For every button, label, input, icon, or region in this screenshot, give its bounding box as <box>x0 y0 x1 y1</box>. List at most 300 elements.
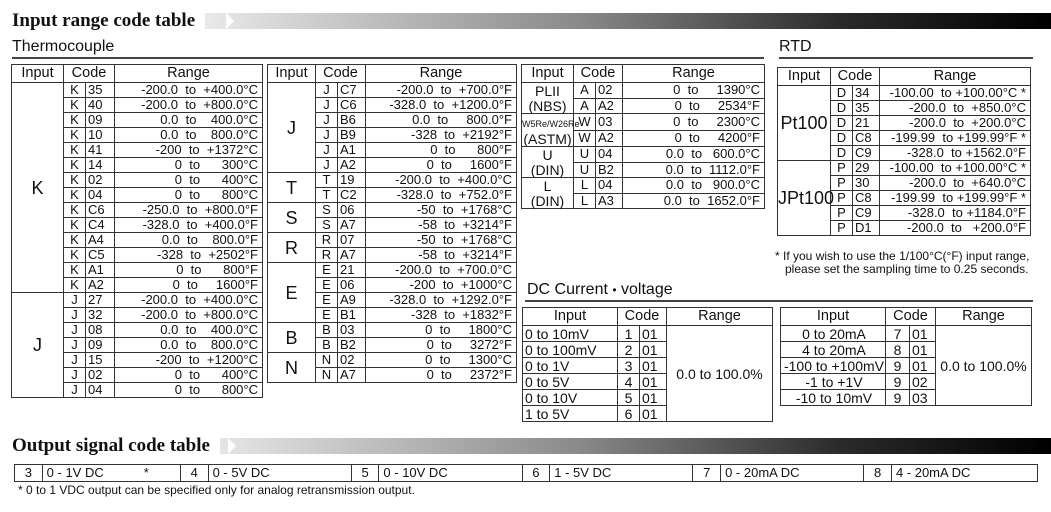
range-cell: 0.0 to 900.0°C <box>623 178 765 194</box>
output-label: 0 - 20mA DC <box>725 465 800 480</box>
code-letter-cell: D <box>831 101 853 116</box>
code-number-cell: 07 <box>338 233 366 248</box>
output-code-cell: 4 <box>181 465 209 481</box>
range-cell: -328.0 to +400.0°F <box>115 218 263 233</box>
code-letter-cell: R <box>316 248 338 263</box>
code-letter-cell: 4 <box>618 374 640 390</box>
code-letter-cell: P <box>831 206 853 221</box>
code-letter-cell: K <box>64 248 86 263</box>
table-row <box>778 161 1031 176</box>
dc-title-sep: • <box>612 283 617 297</box>
code-letter-cell: U <box>574 147 596 163</box>
code-letter-cell: W <box>574 114 596 131</box>
input-type-label: L <box>543 178 552 194</box>
range-cell: 0.0 to 800.0°F <box>366 113 517 128</box>
table-row <box>781 326 1032 342</box>
range-cell: 0.0 to 800.0°F <box>115 233 263 248</box>
range-cell: 0 to 400°C <box>115 368 263 383</box>
input-type-label: B <box>285 327 298 348</box>
range-cell: 0.0 to 800.0°C <box>115 338 263 353</box>
range-cell: 0 to 1390°C <box>623 83 765 99</box>
code-letter-cell: J <box>64 323 86 338</box>
code-number-cell: 02 <box>596 83 623 99</box>
code-number-cell: 01 <box>640 406 667 422</box>
dc-input-cell: 0 to 100mV <box>523 342 618 358</box>
range-cell: 0 to 1800°C <box>366 323 517 338</box>
range-cell: -50 to +1768°C <box>366 233 517 248</box>
code-number-cell: 01 <box>640 342 667 358</box>
code-number-cell: A2 <box>596 98 623 114</box>
range-cell: -199.99 to +199.99°F * <box>880 131 1031 146</box>
table-row <box>268 83 517 98</box>
code-number-cell: 09 <box>86 113 115 128</box>
table-row <box>522 83 765 99</box>
code-letter-cell: A <box>574 83 596 99</box>
dc-input-cell: -10 to 10mV <box>781 390 886 406</box>
output-label-cell <box>379 465 522 481</box>
input-type-label: (NBS) <box>528 98 567 114</box>
thermocouple-rule <box>12 57 764 59</box>
input-type-label: JPt100 <box>778 188 835 208</box>
code-letter-cell: K <box>64 83 86 98</box>
input-type-label: (DIN) <box>530 162 565 178</box>
code-number-cell: 40 <box>86 98 115 113</box>
input-type-cell <box>268 233 316 263</box>
output-code-cell: 6 <box>523 465 551 481</box>
code-number-cell: 02 <box>86 368 115 383</box>
range-cell: -58 to +3214°F <box>366 218 517 233</box>
code-number-cell: C6 <box>338 98 366 113</box>
dc-title-suffix: voltage <box>621 281 673 298</box>
input-type-label: W5Re/W26Re <box>522 119 580 129</box>
code-letter-cell: 9 <box>886 374 910 390</box>
range-cell: 0 to 1600°F <box>115 278 263 293</box>
input-type-label: (ASTM) <box>523 131 572 147</box>
input-type-label: N <box>285 357 298 378</box>
range-cell: 0 to 1600°F <box>366 158 517 173</box>
thermocouple-table-1 <box>11 64 263 398</box>
range-cell: -200 to +1200°C <box>115 353 263 368</box>
input-type-label: J <box>287 117 296 138</box>
code-letter-cell: D <box>831 86 853 101</box>
range-cell: -328 to +1832°F <box>366 308 517 323</box>
output-label: 0 - 1V DC <box>46 465 104 480</box>
code-letter-cell: B <box>316 323 338 338</box>
dc-input-cell: 0 to 20mA <box>781 326 886 342</box>
code-letter-cell: P <box>831 191 853 206</box>
header-input: Input <box>523 308 618 326</box>
range-cell: 0.0 to 400.0°C <box>115 323 263 338</box>
range-cell: 0 to 800°C <box>115 188 263 203</box>
table-row <box>268 233 517 248</box>
code-number-cell: 14 <box>86 158 115 173</box>
dc-input-cell: 4 to 20mA <box>781 342 886 358</box>
range-cell: -200.0 to +700.0°C <box>366 263 517 278</box>
code-number-cell: 02 <box>86 173 115 188</box>
range-cell: -200.0 to +400.0°C <box>115 83 263 98</box>
table-row <box>522 178 765 194</box>
code-number-cell: 34 <box>853 86 880 101</box>
output-section-bar <box>0 434 1051 458</box>
code-number-cell: 01 <box>910 342 936 358</box>
range-cell: 0 to 300°C <box>115 158 263 173</box>
code-number-cell: 01 <box>640 390 667 406</box>
input-section-bar <box>0 9 1051 33</box>
range-cell: 0.0 to 800.0°C <box>115 128 263 143</box>
code-number-cell: 06 <box>338 203 366 218</box>
output-label-cell <box>550 465 693 481</box>
range-cell: 0.0 to 100.0% <box>667 326 773 422</box>
range-cell: -100.00 to +100.00°C * <box>880 161 1031 176</box>
output-code-cell: 3 <box>15 465 43 481</box>
table-row <box>12 293 263 308</box>
range-cell: 0 to 2534°F <box>623 98 765 114</box>
dc-input-cell: 0 to 5V <box>523 374 618 390</box>
dc-rule <box>525 300 1033 302</box>
code-letter-cell: 9 <box>886 358 910 374</box>
code-number-cell: 19 <box>338 173 366 188</box>
range-cell: 0 to 800°F <box>115 263 263 278</box>
code-number-cell: A3 <box>596 193 623 209</box>
code-letter-cell: T <box>316 173 338 188</box>
code-number-cell: 41 <box>86 143 115 158</box>
code-letter-cell: K <box>64 143 86 158</box>
thermocouple-table-2 <box>267 64 517 383</box>
code-letter-cell: 6 <box>618 406 640 422</box>
range-cell: -328.0 to +1200.0°F <box>366 98 517 113</box>
input-type-cell <box>268 83 316 173</box>
code-number-cell: 30 <box>853 176 880 191</box>
code-number-cell: 15 <box>86 353 115 368</box>
code-number-cell: C8 <box>853 131 880 146</box>
header-code: Code <box>316 65 366 83</box>
code-number-cell: C6 <box>86 203 115 218</box>
code-letter-cell: N <box>316 368 338 383</box>
dc-input-cell: 0 to 10V <box>523 390 618 406</box>
range-cell: 0 to 4200°F <box>623 130 765 147</box>
range-cell: 0 to 2372°F <box>366 368 517 383</box>
code-number-cell: C8 <box>853 191 880 206</box>
range-cell: -328.0 to +1292.0°F <box>366 293 517 308</box>
header-input: Input <box>268 65 316 83</box>
input-type-cell <box>12 83 64 293</box>
header-range: Range <box>936 308 1032 326</box>
output-code-cell: 5 <box>352 465 380 481</box>
output-label: 0 - 10V DC <box>383 465 448 480</box>
range-cell: -200.0 to +850.0°C <box>880 101 1031 116</box>
dc-input-cell: -1 to +1V <box>781 374 886 390</box>
input-type-label: E <box>285 282 298 303</box>
range-cell: -328 to +2192°F <box>366 128 517 143</box>
header-range: Range <box>880 68 1031 86</box>
code-letter-cell: K <box>64 98 86 113</box>
code-number-cell: 35 <box>853 101 880 116</box>
code-number-cell: 01 <box>910 326 936 342</box>
code-number-cell: 27 <box>86 293 115 308</box>
input-type-cell <box>12 293 64 398</box>
dc-table-1 <box>522 307 773 422</box>
code-number-cell: 21 <box>338 263 366 278</box>
input-type-label: (DIN) <box>530 193 565 209</box>
code-letter-cell: J <box>64 353 86 368</box>
rtd-note-line2: please set the sampling time to 0.25 seconds. <box>785 262 1029 276</box>
code-number-cell: 01 <box>640 358 667 374</box>
input-type-cell <box>522 83 574 114</box>
code-number-cell: D1 <box>853 221 880 236</box>
dc-title <box>527 281 673 299</box>
output-code-row <box>14 464 1038 482</box>
rtd-table <box>777 67 1031 236</box>
output-note: * 0 to 1 VDC output can be specified only for analog retransmission output. <box>18 483 415 497</box>
code-number-cell: 08 <box>86 323 115 338</box>
code-number-cell: A1 <box>86 263 115 278</box>
code-number-cell: 03 <box>338 323 366 338</box>
code-number-cell: 29 <box>853 161 880 176</box>
code-letter-cell: K <box>64 278 86 293</box>
code-number-cell: C2 <box>338 188 366 203</box>
dc-input-cell: 1 to 5V <box>523 406 618 422</box>
header-code: Code <box>618 308 667 326</box>
output-label-cell <box>209 465 352 481</box>
code-letter-cell: L <box>574 178 596 194</box>
input-type-cell <box>268 323 316 353</box>
code-letter-cell: L <box>574 193 596 209</box>
code-letter-cell: 5 <box>618 390 640 406</box>
code-letter-cell: J <box>64 308 86 323</box>
dc-input-cell: -100 to +100mV <box>781 358 886 374</box>
code-letter-cell: S <box>316 203 338 218</box>
code-number-cell: A4 <box>86 233 115 248</box>
code-letter-cell: 8 <box>886 342 910 358</box>
code-letter-cell: A <box>574 98 596 114</box>
code-letter-cell: 3 <box>618 358 640 374</box>
output-label-cell <box>892 465 1037 481</box>
input-type-cell <box>268 263 316 323</box>
code-number-cell: C4 <box>86 218 115 233</box>
table-row <box>12 83 263 98</box>
thermocouple-title: Thermocouple <box>12 38 115 55</box>
rtd-title: RTD <box>779 38 812 55</box>
code-number-cell: A7 <box>338 248 366 263</box>
code-letter-cell: K <box>64 263 86 278</box>
range-cell: -200 to +1000°C <box>366 278 517 293</box>
input-section-title: Input range code table <box>12 9 205 33</box>
code-letter-cell: 2 <box>618 342 640 358</box>
code-letter-cell: J <box>64 383 86 398</box>
range-cell: -328.0 to +752.0°F <box>366 188 517 203</box>
code-letter-cell: N <box>316 353 338 368</box>
header-input: Input <box>778 68 831 86</box>
header-code: Code <box>831 68 880 86</box>
table-row <box>522 114 765 131</box>
output-code-cell: 7 <box>693 465 721 481</box>
header-range: Range <box>366 65 517 83</box>
code-number-cell: A1 <box>338 143 366 158</box>
range-cell: 0 to 800°F <box>366 143 517 158</box>
code-letter-cell: P <box>831 176 853 191</box>
table-row <box>522 147 765 163</box>
code-number-cell: B2 <box>596 162 623 178</box>
code-number-cell: 01 <box>640 326 667 342</box>
header-code: Code <box>886 308 936 326</box>
table-row <box>268 263 517 278</box>
code-number-cell: 04 <box>86 383 115 398</box>
range-cell: -250.0 to +800.0°F <box>115 203 263 218</box>
code-letter-cell: K <box>64 113 86 128</box>
range-cell: -200.0 to +400.0°C <box>115 293 263 308</box>
output-label-cell <box>43 465 181 481</box>
code-letter-cell: K <box>64 233 86 248</box>
code-letter-cell: K <box>64 173 86 188</box>
range-cell: -200 to +1372°C <box>115 143 263 158</box>
rtd-rule <box>779 57 1033 59</box>
code-number-cell: 21 <box>853 116 880 131</box>
table-row <box>268 353 517 368</box>
header-code: Code <box>64 65 115 83</box>
code-number-cell: A7 <box>338 368 366 383</box>
input-type-label: K <box>31 177 44 198</box>
code-letter-cell: E <box>316 263 338 278</box>
range-cell: 0 to 1300°C <box>366 353 517 368</box>
code-letter-cell: B <box>316 338 338 353</box>
code-letter-cell: J <box>316 113 338 128</box>
input-type-label: S <box>285 207 298 228</box>
range-cell: -199.99 to +199.99°F * <box>880 191 1031 206</box>
range-cell: 0.0 to 600.0°C <box>623 147 765 163</box>
code-number-cell: 35 <box>86 83 115 98</box>
code-letter-cell: K <box>64 158 86 173</box>
code-number-cell: 01 <box>910 358 936 374</box>
code-letter-cell: J <box>316 158 338 173</box>
range-cell: 0.0 to 100.0% <box>936 326 1032 406</box>
code-letter-cell: J <box>64 338 86 353</box>
code-number-cell: 04 <box>596 178 623 194</box>
input-type-label: J <box>33 335 42 355</box>
dc-input-cell: 0 to 10mV <box>523 326 618 342</box>
code-letter-cell: 9 <box>886 390 910 406</box>
code-number-cell: A9 <box>338 293 366 308</box>
code-letter-cell: D <box>831 116 853 131</box>
code-number-cell: 04 <box>86 188 115 203</box>
header-range: Range <box>623 65 765 83</box>
code-number-cell: C7 <box>338 83 366 98</box>
header-range: Range <box>667 308 773 326</box>
code-number-cell: 06 <box>338 278 366 293</box>
range-cell: 0 to 3272°F <box>366 338 517 353</box>
range-cell: 0.0 to 400.0°C <box>115 113 263 128</box>
code-letter-cell: J <box>64 368 86 383</box>
code-letter-cell: D <box>831 131 853 146</box>
output-label: 0 - 5V DC <box>212 465 270 480</box>
code-number-cell: A2 <box>338 158 366 173</box>
code-letter-cell: S <box>316 218 338 233</box>
input-type-cell <box>522 114 580 147</box>
code-number-cell: A2 <box>596 130 623 147</box>
code-letter-cell: P <box>831 221 853 236</box>
code-letter-cell: E <box>316 278 338 293</box>
range-cell: 0 to 800°C <box>115 383 263 398</box>
range-cell: -200.0 to +800.0°C <box>115 98 263 113</box>
code-number-cell: 01 <box>640 374 667 390</box>
code-number-cell: B6 <box>338 113 366 128</box>
range-cell: -100.00 to +100.00°C * <box>880 86 1031 101</box>
code-letter-cell: R <box>316 233 338 248</box>
input-type-label: R <box>285 237 298 258</box>
code-number-cell: 02 <box>338 353 366 368</box>
code-number-cell: 09 <box>86 338 115 353</box>
input-type-label: T <box>286 177 297 198</box>
thermocouple-table-3 <box>521 64 765 209</box>
header-input: Input <box>522 65 574 83</box>
table-row <box>778 86 1031 101</box>
input-type-label: U <box>542 147 553 163</box>
code-letter-cell: J <box>316 143 338 158</box>
input-type-label: Pt100 <box>780 113 828 133</box>
range-cell: -328 to +2502°F <box>115 248 263 263</box>
range-cell: -200.0 to +640.0°C <box>880 176 1031 191</box>
code-letter-cell: J <box>316 128 338 143</box>
header-code: Code <box>574 65 623 83</box>
input-type-cell <box>268 203 316 233</box>
code-number-cell: 32 <box>86 308 115 323</box>
code-letter-cell: U <box>574 162 596 178</box>
code-letter-cell: P <box>831 161 853 176</box>
code-number-cell: B9 <box>338 128 366 143</box>
code-number-cell: C5 <box>86 248 115 263</box>
input-type-cell <box>778 86 831 161</box>
range-cell: -328.0 to +1562.0°F <box>880 146 1031 161</box>
range-cell: -328.0 to +1184.0°F <box>880 206 1031 221</box>
range-cell: -200.0 to +200.0°C <box>880 116 1031 131</box>
range-cell: 0.0 to 1112.0°F <box>623 162 765 178</box>
code-letter-cell: 1 <box>618 326 640 342</box>
header-input: Input <box>12 65 64 83</box>
table-row <box>268 323 517 338</box>
code-letter-cell: D <box>831 146 853 161</box>
code-letter-cell: J <box>64 293 86 308</box>
output-label: 4 - 20mA DC <box>895 465 971 480</box>
range-cell: -200.0 to +700.0°F <box>366 83 517 98</box>
input-type-cell <box>522 147 574 178</box>
table-row <box>268 173 517 188</box>
code-letter-cell: J <box>316 83 338 98</box>
code-number-cell: 02 <box>910 374 936 390</box>
code-letter-cell: K <box>64 218 86 233</box>
table-row <box>268 203 517 218</box>
output-section-title: Output signal code table <box>12 434 220 458</box>
output-label: 1 - 5V DC <box>554 465 612 480</box>
code-letter-cell: K <box>64 128 86 143</box>
range-cell: 0 to 400°C <box>115 173 263 188</box>
range-cell: -50 to +1768°C <box>366 203 517 218</box>
table-row <box>523 326 773 342</box>
output-mark: * <box>143 465 149 480</box>
code-number-cell: 03 <box>596 114 623 131</box>
code-letter-cell: E <box>316 293 338 308</box>
input-type-label: PLII <box>535 83 560 99</box>
header-range: Range <box>115 65 263 83</box>
range-cell: -200.0 to +400.0°C <box>366 173 517 188</box>
output-label-cell <box>721 465 864 481</box>
range-cell: -200.0 to +200.0°F <box>880 221 1031 236</box>
code-number-cell: A2 <box>86 278 115 293</box>
code-number-cell: 10 <box>86 128 115 143</box>
header-input: Input <box>781 308 886 326</box>
code-number-cell: A7 <box>338 218 366 233</box>
code-number-cell: 04 <box>596 147 623 163</box>
input-type-cell <box>268 353 316 383</box>
dc-input-cell: 0 to 1V <box>523 358 618 374</box>
